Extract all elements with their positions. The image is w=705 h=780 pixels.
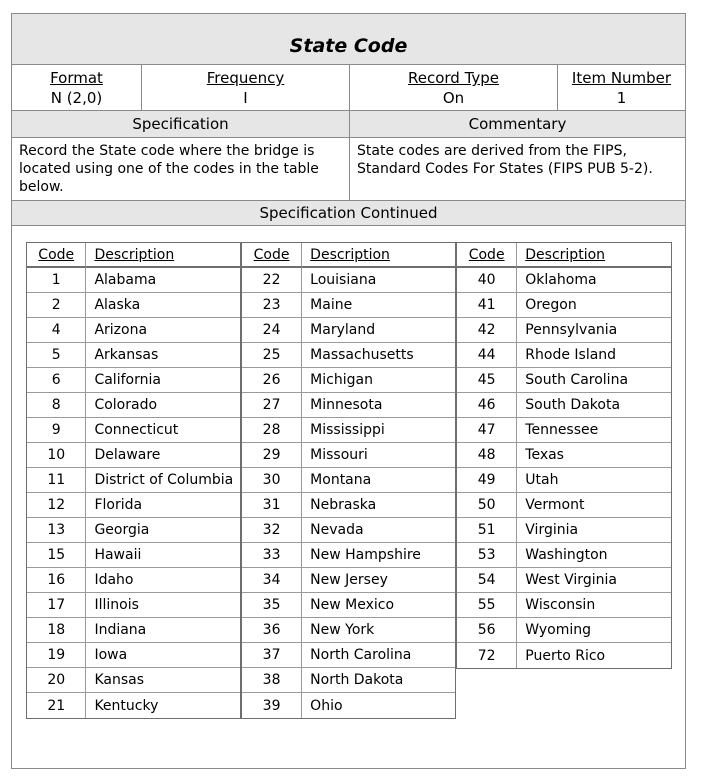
table-row bbox=[457, 443, 671, 468]
table-row bbox=[27, 693, 240, 718]
state-code: 39 bbox=[242, 693, 302, 718]
state-name: South Dakota bbox=[517, 393, 671, 418]
state-codes-table-1 bbox=[26, 242, 241, 719]
table-row bbox=[27, 343, 240, 368]
state-code: 48 bbox=[457, 443, 517, 468]
state-code: 9 bbox=[27, 418, 86, 443]
format-label: Format bbox=[50, 69, 103, 87]
frequency-label: Frequency bbox=[206, 69, 285, 87]
state-name: Tennessee bbox=[517, 418, 671, 443]
table-row bbox=[242, 643, 455, 668]
table-row bbox=[27, 568, 240, 593]
state-name: Nevada bbox=[302, 518, 455, 543]
table-row bbox=[27, 293, 240, 318]
state-code: 22 bbox=[242, 268, 302, 293]
state-code: 21 bbox=[27, 693, 86, 718]
state-code: 36 bbox=[242, 618, 302, 643]
state-name: Pennsylvania bbox=[517, 318, 671, 343]
table-row bbox=[27, 593, 240, 618]
state-code: 32 bbox=[242, 518, 302, 543]
state-code: 26 bbox=[242, 368, 302, 393]
state-code: 33 bbox=[242, 543, 302, 568]
table-row bbox=[242, 368, 455, 393]
state-name: Connecticut bbox=[86, 418, 240, 443]
record-type-label: Record Type bbox=[407, 69, 500, 87]
table-header-row bbox=[457, 243, 671, 268]
state-name: Texas bbox=[517, 443, 671, 468]
state-name: Florida bbox=[86, 493, 240, 518]
table-row bbox=[242, 268, 455, 293]
table-row bbox=[242, 318, 455, 343]
state-name: West Virginia bbox=[517, 568, 671, 593]
state-code: 1 bbox=[27, 268, 86, 293]
state-name: Colorado bbox=[86, 393, 240, 418]
state-code: 8 bbox=[27, 393, 86, 418]
table-row bbox=[457, 493, 671, 518]
state-code: 44 bbox=[457, 343, 517, 368]
commentary-heading: Commentary bbox=[468, 115, 567, 133]
state-name: Massachusetts bbox=[302, 343, 455, 368]
state-name: New Mexico bbox=[302, 593, 455, 618]
specification-heading: Specification bbox=[12, 111, 350, 137]
table-row bbox=[457, 318, 671, 343]
table-row bbox=[27, 468, 240, 493]
state-code: 49 bbox=[457, 468, 517, 493]
table-row bbox=[27, 493, 240, 518]
table-row bbox=[27, 393, 240, 418]
state-codes-table-3 bbox=[456, 242, 672, 669]
format-value: N (2,0) bbox=[50, 89, 103, 107]
state-code: 27 bbox=[242, 393, 302, 418]
state-name: Hawaii bbox=[86, 543, 240, 568]
state-name: Arkansas bbox=[86, 343, 240, 368]
table-row bbox=[457, 293, 671, 318]
table-row bbox=[27, 518, 240, 543]
state-name: Rhode Island bbox=[517, 343, 671, 368]
state-name: Louisiana bbox=[302, 268, 455, 293]
table-row bbox=[242, 393, 455, 418]
state-code: 20 bbox=[27, 668, 86, 693]
table-row bbox=[457, 518, 671, 543]
state-name: Washington bbox=[517, 543, 671, 568]
state-name: Montana bbox=[302, 468, 455, 493]
format-cell bbox=[12, 65, 142, 110]
spec-body-row bbox=[12, 138, 685, 201]
state-code: 51 bbox=[457, 518, 517, 543]
table-row bbox=[27, 418, 240, 443]
table-row bbox=[242, 693, 455, 718]
state-name: Oklahoma bbox=[517, 268, 671, 293]
state-code: 53 bbox=[457, 543, 517, 568]
frequency-value: I bbox=[243, 89, 248, 107]
state-code: 19 bbox=[27, 643, 86, 668]
state-name: Georgia bbox=[86, 518, 240, 543]
table-row bbox=[457, 343, 671, 368]
table-row bbox=[457, 368, 671, 393]
state-name: Virginia bbox=[517, 518, 671, 543]
table-row bbox=[242, 618, 455, 643]
table-row bbox=[27, 268, 240, 293]
table-header-row bbox=[27, 243, 240, 268]
table-row bbox=[457, 268, 671, 293]
state-code: 29 bbox=[242, 443, 302, 468]
table-row bbox=[457, 643, 671, 668]
table-row bbox=[27, 368, 240, 393]
state-name: Iowa bbox=[86, 643, 240, 668]
state-code: 25 bbox=[242, 343, 302, 368]
description-column-header: Description bbox=[525, 246, 606, 263]
state-name: Wisconsin bbox=[517, 593, 671, 618]
code-column-header: Code bbox=[468, 246, 505, 263]
table-row bbox=[242, 493, 455, 518]
state-name: South Carolina bbox=[517, 368, 671, 393]
state-name: Indiana bbox=[86, 618, 240, 643]
table-row bbox=[457, 593, 671, 618]
state-name: Alabama bbox=[86, 268, 240, 293]
state-code: 55 bbox=[457, 593, 517, 618]
state-name: Mississippi bbox=[302, 418, 455, 443]
state-code: 11 bbox=[27, 468, 86, 493]
state-name: Minnesota bbox=[302, 393, 455, 418]
state-codes-table-2 bbox=[241, 242, 456, 719]
table-row bbox=[457, 568, 671, 593]
state-name: Oregon bbox=[517, 293, 671, 318]
state-code: 6 bbox=[27, 368, 86, 393]
state-name: Puerto Rico bbox=[525, 647, 606, 664]
state-name: Utah bbox=[517, 468, 671, 493]
table-row bbox=[457, 393, 671, 418]
description-column-header: Description bbox=[310, 246, 390, 263]
state-code: 16 bbox=[27, 568, 86, 593]
state-code: 41 bbox=[457, 293, 517, 318]
item-number-label: Item Number bbox=[571, 69, 672, 87]
state-name: New Jersey bbox=[302, 568, 455, 593]
state-code: 50 bbox=[457, 493, 517, 518]
table-row bbox=[242, 468, 455, 493]
state-code: 54 bbox=[457, 568, 517, 593]
state-name: Wyoming bbox=[517, 618, 671, 643]
record-type-value: On bbox=[442, 89, 465, 107]
meta-row bbox=[12, 65, 685, 111]
table-row bbox=[457, 543, 671, 568]
state-code: 18 bbox=[27, 618, 86, 643]
state-name: Delaware bbox=[86, 443, 240, 468]
state-code: 40 bbox=[457, 268, 517, 293]
state-name: Nebraska bbox=[302, 493, 455, 518]
state-code: 15 bbox=[27, 543, 86, 568]
table-row bbox=[242, 443, 455, 468]
state-code: 45 bbox=[457, 368, 517, 393]
commentary-text: State codes are derived from the FIPS, Standard Codes For States (FIPS PUB 5-2). bbox=[357, 143, 653, 177]
table-row bbox=[242, 568, 455, 593]
table-row bbox=[27, 618, 240, 643]
state-code: 56 bbox=[457, 618, 517, 643]
state-name: Ohio bbox=[310, 697, 343, 714]
description-column-header: Description bbox=[94, 246, 175, 263]
state-name: Kansas bbox=[86, 668, 240, 693]
table-row bbox=[242, 543, 455, 568]
state-name: North Dakota bbox=[302, 668, 455, 693]
table-row bbox=[242, 418, 455, 443]
state-name: Alaska bbox=[86, 293, 240, 318]
state-name: Arizona bbox=[86, 318, 240, 343]
code-column-header: Code bbox=[38, 246, 75, 263]
table-row bbox=[242, 343, 455, 368]
table-row bbox=[27, 668, 240, 693]
table-row bbox=[242, 518, 455, 543]
state-code: 4 bbox=[27, 318, 86, 343]
table-row bbox=[457, 618, 671, 643]
state-code-form bbox=[11, 13, 686, 769]
state-code: 31 bbox=[242, 493, 302, 518]
state-code: 5 bbox=[27, 343, 86, 368]
item-number-value: 1 bbox=[616, 89, 627, 107]
state-code: 47 bbox=[457, 418, 517, 443]
state-name: Missouri bbox=[302, 443, 455, 468]
state-code: 72 bbox=[457, 643, 517, 668]
state-code: 46 bbox=[457, 393, 517, 418]
state-name: Michigan bbox=[302, 368, 455, 393]
state-code: 24 bbox=[242, 318, 302, 343]
table-row bbox=[27, 543, 240, 568]
state-name: New Hampshire bbox=[302, 543, 455, 568]
state-code: 2 bbox=[27, 293, 86, 318]
table-row bbox=[27, 318, 240, 343]
state-name: District of Columbia bbox=[86, 468, 240, 493]
state-code: 12 bbox=[27, 493, 86, 518]
state-code: 38 bbox=[242, 668, 302, 693]
table-row bbox=[457, 468, 671, 493]
state-name: New York bbox=[302, 618, 455, 643]
table-row bbox=[242, 593, 455, 618]
item-number-cell bbox=[558, 65, 685, 110]
state-name: North Carolina bbox=[302, 643, 455, 668]
state-code: 37 bbox=[242, 643, 302, 668]
state-name: Kentucky bbox=[94, 697, 159, 714]
table-row bbox=[242, 293, 455, 318]
state-name: California bbox=[86, 368, 240, 393]
state-name: Illinois bbox=[86, 593, 240, 618]
frequency-cell bbox=[142, 65, 350, 110]
form-title: State Code bbox=[12, 14, 685, 65]
state-code: 17 bbox=[27, 593, 86, 618]
state-name: Vermont bbox=[517, 493, 671, 518]
specification-text: Record the State code where the bridge is located using one of the codes in the table below. bbox=[12, 138, 350, 200]
code-column-header: Code bbox=[253, 246, 290, 263]
state-code: 13 bbox=[27, 518, 86, 543]
state-name: Maine bbox=[302, 293, 455, 318]
record-type-cell bbox=[350, 65, 558, 110]
spec-header-row bbox=[12, 111, 685, 138]
table-row bbox=[242, 668, 455, 693]
table-row bbox=[27, 443, 240, 468]
table-row bbox=[457, 418, 671, 443]
state-name: Idaho bbox=[86, 568, 240, 593]
specification-continued-heading: Specification Continued bbox=[12, 201, 685, 226]
state-code: 28 bbox=[242, 418, 302, 443]
table-header-row bbox=[242, 243, 455, 268]
state-code: 30 bbox=[242, 468, 302, 493]
table-row bbox=[27, 643, 240, 668]
state-code: 35 bbox=[242, 593, 302, 618]
state-code: 42 bbox=[457, 318, 517, 343]
state-code: 23 bbox=[242, 293, 302, 318]
state-name: Maryland bbox=[302, 318, 455, 343]
state-code: 10 bbox=[27, 443, 86, 468]
state-code: 34 bbox=[242, 568, 302, 593]
